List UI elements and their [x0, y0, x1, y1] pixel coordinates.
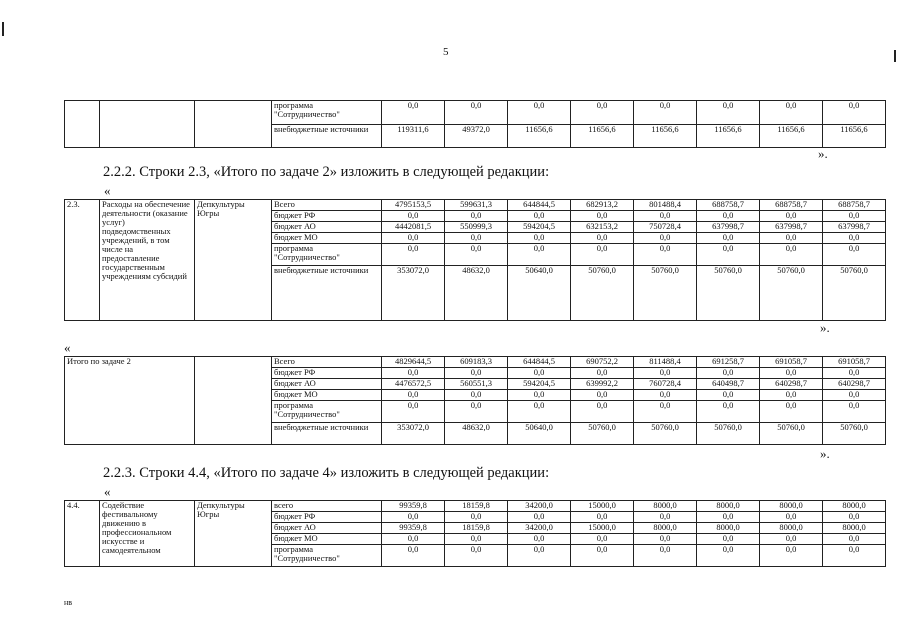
value-cell: 15000,0 — [571, 501, 634, 512]
value-cell: 644844,5 — [508, 357, 571, 368]
value-cell: 0,0 — [760, 233, 823, 244]
value-cell: 0,0 — [634, 244, 697, 266]
value-cell: 4442081,5 — [382, 222, 445, 233]
value-cell: 0,0 — [571, 401, 634, 423]
item-number: 2.3. — [65, 200, 100, 321]
value-cell: 50760,0 — [697, 266, 760, 321]
value-cell: 0,0 — [382, 233, 445, 244]
value-cell: 760728,4 — [634, 379, 697, 390]
value-cell: 0,0 — [823, 211, 886, 222]
item-name: Расходы на обеспечение деятельности (оказание услуг) подведомственных учреждений, в том числе на предоставление государственным учреждениям субсидий — [100, 200, 195, 321]
value-cell: 0,0 — [508, 244, 571, 266]
value-cell: 0,0 — [445, 244, 508, 266]
table-row-4-4 — [64, 500, 886, 567]
value-cell: 8000,0 — [823, 523, 886, 534]
item-name: Итого по задаче 2 — [65, 357, 195, 445]
row-label: программа "Сотрудничество" — [272, 101, 382, 125]
value-cell: 0,0 — [634, 512, 697, 523]
value-cell: 0,0 — [571, 545, 634, 567]
value-cell: 599631,3 — [445, 200, 508, 211]
value-cell: 594204,5 — [508, 222, 571, 233]
item-number: 4.4. — [65, 501, 100, 567]
value-cell: 644844,5 — [508, 200, 571, 211]
value-cell: 811488,4 — [634, 357, 697, 368]
value-cell: 0,0 — [697, 101, 760, 125]
value-cell: 50760,0 — [823, 423, 886, 445]
value-cell: 750728,4 — [634, 222, 697, 233]
value-cell: 0,0 — [823, 244, 886, 266]
value-cell: 0,0 — [697, 534, 760, 545]
value-cell: 15000,0 — [571, 523, 634, 534]
value-cell: 0,0 — [571, 368, 634, 379]
opening-quote: « — [104, 484, 111, 499]
empty-cell — [195, 101, 272, 148]
value-cell: 0,0 — [697, 211, 760, 222]
table-row-2-3 — [64, 199, 886, 321]
scan-edge-mark-left — [2, 22, 4, 36]
value-cell: 0,0 — [445, 101, 508, 125]
value-cell: 0,0 — [382, 545, 445, 567]
item-name: Содействие фестивальному движению в профессиональном искусстве и самодеятельном — [100, 501, 195, 567]
value-cell: 0,0 — [445, 401, 508, 423]
table-row — [65, 357, 886, 368]
row-label: бюджет МО — [272, 233, 382, 244]
top-continuation-table — [64, 100, 886, 148]
value-cell: 0,0 — [760, 368, 823, 379]
value-cell: 0,0 — [634, 401, 697, 423]
row-label: бюджет АО — [272, 379, 382, 390]
value-cell: 0,0 — [634, 211, 697, 222]
empty-cell — [100, 101, 195, 148]
value-cell: 609183,3 — [445, 357, 508, 368]
closing-quote: ». — [820, 446, 830, 461]
value-cell: 50640,0 — [508, 423, 571, 445]
value-cell: 50760,0 — [571, 266, 634, 321]
value-cell: 0,0 — [697, 401, 760, 423]
value-cell: 0,0 — [508, 101, 571, 125]
value-cell: 11656,6 — [634, 125, 697, 148]
value-cell: 0,0 — [508, 401, 571, 423]
value-cell: 560551,3 — [445, 379, 508, 390]
row-label: программа "Сотрудничество" — [272, 244, 382, 266]
row-label: бюджет АО — [272, 523, 382, 534]
row-label: бюджет РФ — [272, 368, 382, 379]
value-cell: 0,0 — [634, 534, 697, 545]
item-executor: Депкультуры Югры — [195, 501, 272, 567]
value-cell: 0,0 — [571, 233, 634, 244]
table-total-task-2 — [64, 356, 886, 445]
closing-quote: ». — [818, 146, 828, 161]
value-cell: 0,0 — [508, 545, 571, 567]
value-cell: 18159,8 — [445, 523, 508, 534]
value-cell: 4476572,5 — [382, 379, 445, 390]
value-cell: 0,0 — [382, 101, 445, 125]
value-cell: 0,0 — [697, 368, 760, 379]
value-cell: 18159,8 — [445, 501, 508, 512]
table-row — [65, 200, 886, 211]
value-cell: 353072,0 — [382, 423, 445, 445]
closing-quote: ». — [820, 320, 830, 335]
value-cell: 0,0 — [382, 401, 445, 423]
value-cell: 50760,0 — [571, 423, 634, 445]
value-cell: 0,0 — [634, 368, 697, 379]
value-cell: 0,0 — [823, 233, 886, 244]
value-cell: 34200,0 — [508, 501, 571, 512]
opening-quote: « — [64, 340, 71, 355]
value-cell: 0,0 — [508, 512, 571, 523]
value-cell: 0,0 — [382, 390, 445, 401]
opening-quote: « — [104, 183, 111, 198]
value-cell: 50760,0 — [634, 266, 697, 321]
value-cell: 0,0 — [508, 368, 571, 379]
value-cell: 0,0 — [508, 233, 571, 244]
value-cell: 0,0 — [760, 244, 823, 266]
row-label: бюджет МО — [272, 390, 382, 401]
value-cell: 0,0 — [823, 368, 886, 379]
value-cell: 0,0 — [445, 512, 508, 523]
value-cell: 48632,0 — [445, 266, 508, 321]
row-label: внебюджетные источники — [272, 125, 382, 148]
value-cell: 0,0 — [760, 101, 823, 125]
value-cell: 50760,0 — [823, 266, 886, 321]
value-cell: 8000,0 — [697, 523, 760, 534]
value-cell: 0,0 — [382, 512, 445, 523]
value-cell: 0,0 — [823, 390, 886, 401]
value-cell: 8000,0 — [823, 501, 886, 512]
value-cell: 0,0 — [634, 390, 697, 401]
value-cell: 0,0 — [382, 534, 445, 545]
row-label: внебюджетные источники — [272, 266, 382, 321]
value-cell: 688758,7 — [823, 200, 886, 211]
row-label: программа "Сотрудничество" — [272, 545, 382, 567]
value-cell: 0,0 — [571, 101, 634, 125]
value-cell: 50760,0 — [760, 266, 823, 321]
table-row — [65, 101, 886, 125]
row-label: бюджет РФ — [272, 512, 382, 523]
value-cell: 48632,0 — [445, 423, 508, 445]
row-label: программа "Сотрудничество" — [272, 401, 382, 423]
value-cell: 632153,2 — [571, 222, 634, 233]
value-cell: 34200,0 — [508, 523, 571, 534]
row-label: всего — [272, 501, 382, 512]
value-cell: 0,0 — [823, 512, 886, 523]
value-cell: 0,0 — [571, 244, 634, 266]
value-cell: 0,0 — [823, 101, 886, 125]
section-heading-2-2-3: 2.2.3. Строки 4.4, «Итого по задаче 4» изложить в следующей редакции: — [103, 465, 550, 481]
value-cell: 8000,0 — [634, 501, 697, 512]
value-cell: 640298,7 — [823, 379, 886, 390]
value-cell: 637998,7 — [823, 222, 886, 233]
value-cell: 0,0 — [697, 545, 760, 567]
row-label: Всего — [272, 357, 382, 368]
value-cell: 11656,6 — [760, 125, 823, 148]
value-cell: 8000,0 — [634, 523, 697, 534]
value-cell: 0,0 — [571, 211, 634, 222]
value-cell: 0,0 — [382, 244, 445, 266]
value-cell: 688758,7 — [760, 200, 823, 211]
table-row — [65, 501, 886, 512]
value-cell: 0,0 — [571, 512, 634, 523]
value-cell: 0,0 — [823, 545, 886, 567]
value-cell: 0,0 — [571, 390, 634, 401]
value-cell: 11656,6 — [697, 125, 760, 148]
page-number: 5 — [443, 46, 449, 58]
value-cell: 11656,6 — [823, 125, 886, 148]
value-cell: 637998,7 — [760, 222, 823, 233]
value-cell: 4829644,5 — [382, 357, 445, 368]
value-cell: 0,0 — [571, 534, 634, 545]
value-cell: 0,0 — [445, 368, 508, 379]
row-label: бюджет МО — [272, 534, 382, 545]
value-cell: 0,0 — [760, 390, 823, 401]
value-cell: 639992,2 — [571, 379, 634, 390]
value-cell: 50760,0 — [760, 423, 823, 445]
value-cell: 0,0 — [760, 512, 823, 523]
value-cell: 0,0 — [697, 512, 760, 523]
value-cell: 682913,2 — [571, 200, 634, 211]
value-cell: 0,0 — [697, 244, 760, 266]
value-cell: 99359,8 — [382, 501, 445, 512]
value-cell: 49372,0 — [445, 125, 508, 148]
row-label: бюджет РФ — [272, 211, 382, 222]
value-cell: 691258,7 — [697, 357, 760, 368]
value-cell: 50760,0 — [634, 423, 697, 445]
value-cell: 119311,6 — [382, 125, 445, 148]
value-cell: 801488,4 — [634, 200, 697, 211]
value-cell: 11656,6 — [508, 125, 571, 148]
value-cell: 8000,0 — [760, 501, 823, 512]
value-cell: 0,0 — [760, 211, 823, 222]
value-cell: 637998,7 — [697, 222, 760, 233]
value-cell: 640298,7 — [760, 379, 823, 390]
value-cell: 8000,0 — [697, 501, 760, 512]
scan-edge-mark-right — [894, 50, 896, 62]
value-cell: 0,0 — [508, 211, 571, 222]
empty-cell — [195, 357, 272, 445]
value-cell: 50640,0 — [508, 266, 571, 321]
value-cell: 0,0 — [445, 233, 508, 244]
footer-initials: нв — [64, 598, 73, 607]
row-label: Всего — [272, 200, 382, 211]
empty-cell — [65, 101, 100, 148]
value-cell: 0,0 — [697, 390, 760, 401]
value-cell: 0,0 — [634, 101, 697, 125]
value-cell: 0,0 — [445, 211, 508, 222]
value-cell: 0,0 — [823, 534, 886, 545]
value-cell: 0,0 — [382, 368, 445, 379]
value-cell: 0,0 — [760, 401, 823, 423]
value-cell: 0,0 — [445, 534, 508, 545]
value-cell: 0,0 — [508, 534, 571, 545]
value-cell: 0,0 — [382, 211, 445, 222]
value-cell: 690752,2 — [571, 357, 634, 368]
value-cell: 0,0 — [760, 545, 823, 567]
value-cell: 0,0 — [823, 401, 886, 423]
value-cell: 0,0 — [445, 390, 508, 401]
value-cell: 691058,7 — [823, 357, 886, 368]
row-label: внебюджетные источники — [272, 423, 382, 445]
value-cell: 50760,0 — [697, 423, 760, 445]
value-cell: 353072,0 — [382, 266, 445, 321]
value-cell: 0,0 — [508, 390, 571, 401]
row-label: бюджет АО — [272, 222, 382, 233]
value-cell: 640498,7 — [697, 379, 760, 390]
value-cell: 4795153,5 — [382, 200, 445, 211]
item-executor: Депкультуры Югры — [195, 200, 272, 321]
value-cell: 0,0 — [634, 233, 697, 244]
value-cell: 0,0 — [760, 534, 823, 545]
value-cell: 99359,8 — [382, 523, 445, 534]
value-cell: 0,0 — [697, 233, 760, 244]
value-cell: 0,0 — [445, 545, 508, 567]
section-heading-2-2-2: 2.2.2. Строки 2.3, «Итого по задаче 2» изложить в следующей редакции: — [103, 164, 550, 180]
value-cell: 688758,7 — [697, 200, 760, 211]
value-cell: 550999,3 — [445, 222, 508, 233]
value-cell: 0,0 — [634, 545, 697, 567]
value-cell: 8000,0 — [760, 523, 823, 534]
value-cell: 594204,5 — [508, 379, 571, 390]
value-cell: 11656,6 — [571, 125, 634, 148]
value-cell: 691058,7 — [760, 357, 823, 368]
